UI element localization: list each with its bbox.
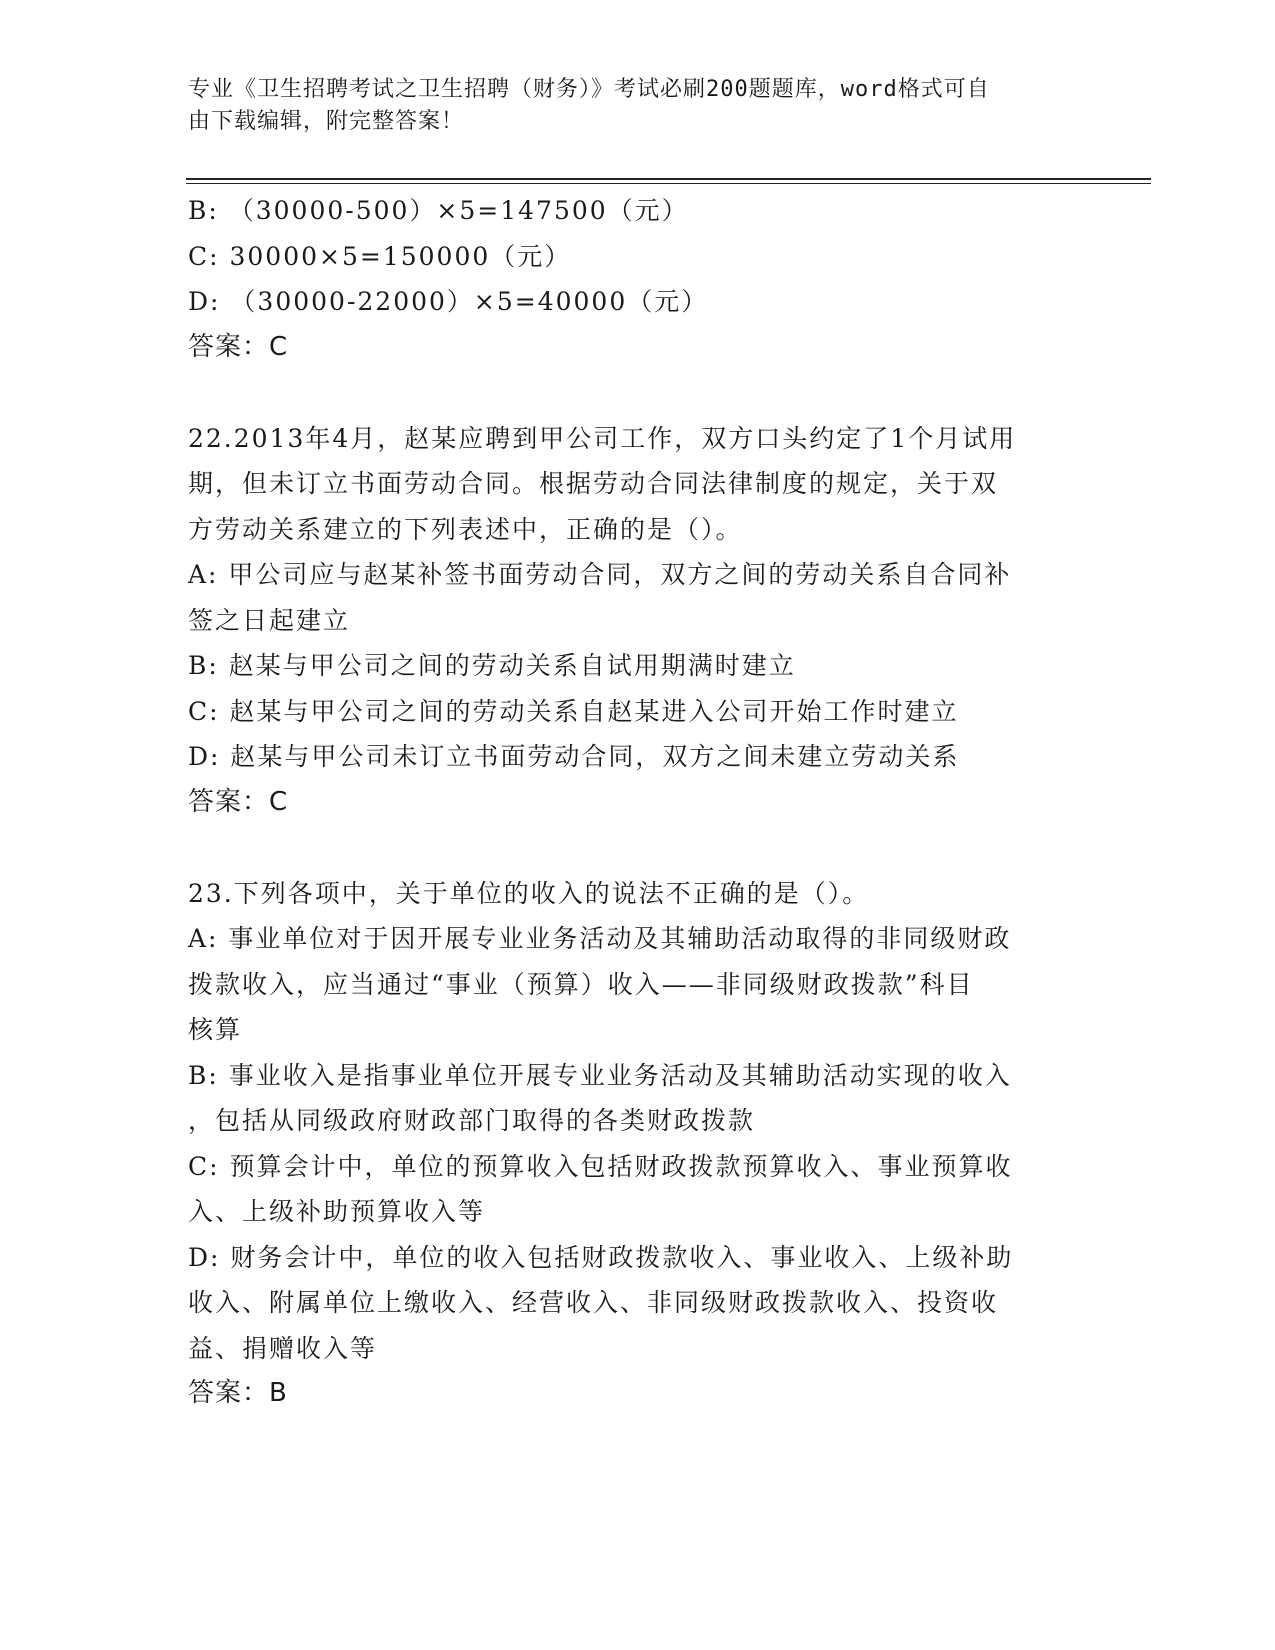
- q23-option-d-line-2: 收入、附属单位上缴收入、经营收入、非同级财政拨款收入、投资收: [188, 1288, 999, 1317]
- q23-stem: 23.下列各项中，关于单位的收入的说法不正确的是（）。: [188, 878, 870, 908]
- q22-stem-line-1: 22.2013年4月，赵某应聘到甲公司工作，双方口头约定了1个月试用: [188, 423, 1017, 453]
- q23-option-a-line-3: 核算: [188, 1015, 243, 1044]
- header-divider-thin: [186, 183, 1151, 184]
- q22-stem-line-3: 方劳动关系建立的下列表述中，正确的是（）。: [188, 514, 743, 544]
- question-22: [188, 416, 1088, 826]
- q22-answer: 答案：C: [188, 786, 289, 817]
- question-21: [188, 188, 1088, 370]
- q22-option-a-line-2: 签之日起建立: [188, 605, 351, 635]
- q21-option-c: C: 30000×5=150000（元）: [188, 241, 572, 271]
- spacer: [188, 370, 1088, 416]
- q23-option-c-line-1: C: 预算会计中，单位的预算收入包括财政拨款预算收入、事业预算收: [188, 1151, 1013, 1181]
- q23-answer: 答案：B: [188, 1378, 288, 1408]
- q22-stem-line-2: 期，但未订立书面劳动合同。根据劳动合同法律制度的规定，关于双: [188, 469, 999, 498]
- q22-option-c: C: 赵某与甲公司之间的劳动关系自赵某进入公司开始工作时建立: [188, 696, 959, 726]
- page-header: [188, 74, 1068, 138]
- q21-option-d: D: （30000-22000）×5=40000（元）: [188, 287, 709, 316]
- q23-option-d-line-3: 益、捐赠收入等: [188, 1333, 378, 1363]
- header-line-2: 由下载编辑，附完整答案！: [188, 109, 465, 134]
- spacer: [188, 825, 1088, 871]
- q23-option-a-line-1: A: 事业单位对于因开展专业业务活动及其辅助活动取得的非同级财政: [188, 924, 1012, 953]
- q23-option-b-line-2: ，包括从同级政府财政部门取得的各类财政拨款: [188, 1106, 756, 1135]
- q23-option-d-line-1: D: 财务会计中，单位的收入包括财政拨款收入、事业收入、上级补助: [188, 1242, 1014, 1272]
- q22-option-b: B: 赵某与甲公司之间的劳动关系自试用期满时建立: [188, 651, 796, 680]
- header-line-1: 专业《卫生招聘考试之卫生招聘（财务）》考试必刷200题题库，word格式可自: [188, 77, 990, 102]
- q23-option-c-line-2: 入、上级补助预算收入等: [188, 1197, 486, 1226]
- q23-option-a-line-2: 拨款收入，应当通过“事业（预算）收入——非同级财政拨款”科目: [188, 969, 974, 999]
- q23-option-b-line-1: B: 事业收入是指事业单位开展专业业务活动及其辅助活动实现的收入: [188, 1060, 1012, 1090]
- q22-option-d: D: 赵某与甲公司未订立书面劳动合同，双方之间未建立劳动关系: [188, 742, 960, 771]
- header-divider-thick: [186, 178, 1151, 180]
- q21-answer: 答案：C: [188, 331, 289, 362]
- question-content: [188, 188, 1088, 1417]
- question-23: [188, 871, 1088, 1417]
- q21-option-b: B: （30000-500）×5=147500（元）: [188, 196, 689, 225]
- q22-option-a-line-1: A: 甲公司应与赵某补签书面劳动合同，双方之间的劳动关系自合同补: [188, 560, 1012, 589]
